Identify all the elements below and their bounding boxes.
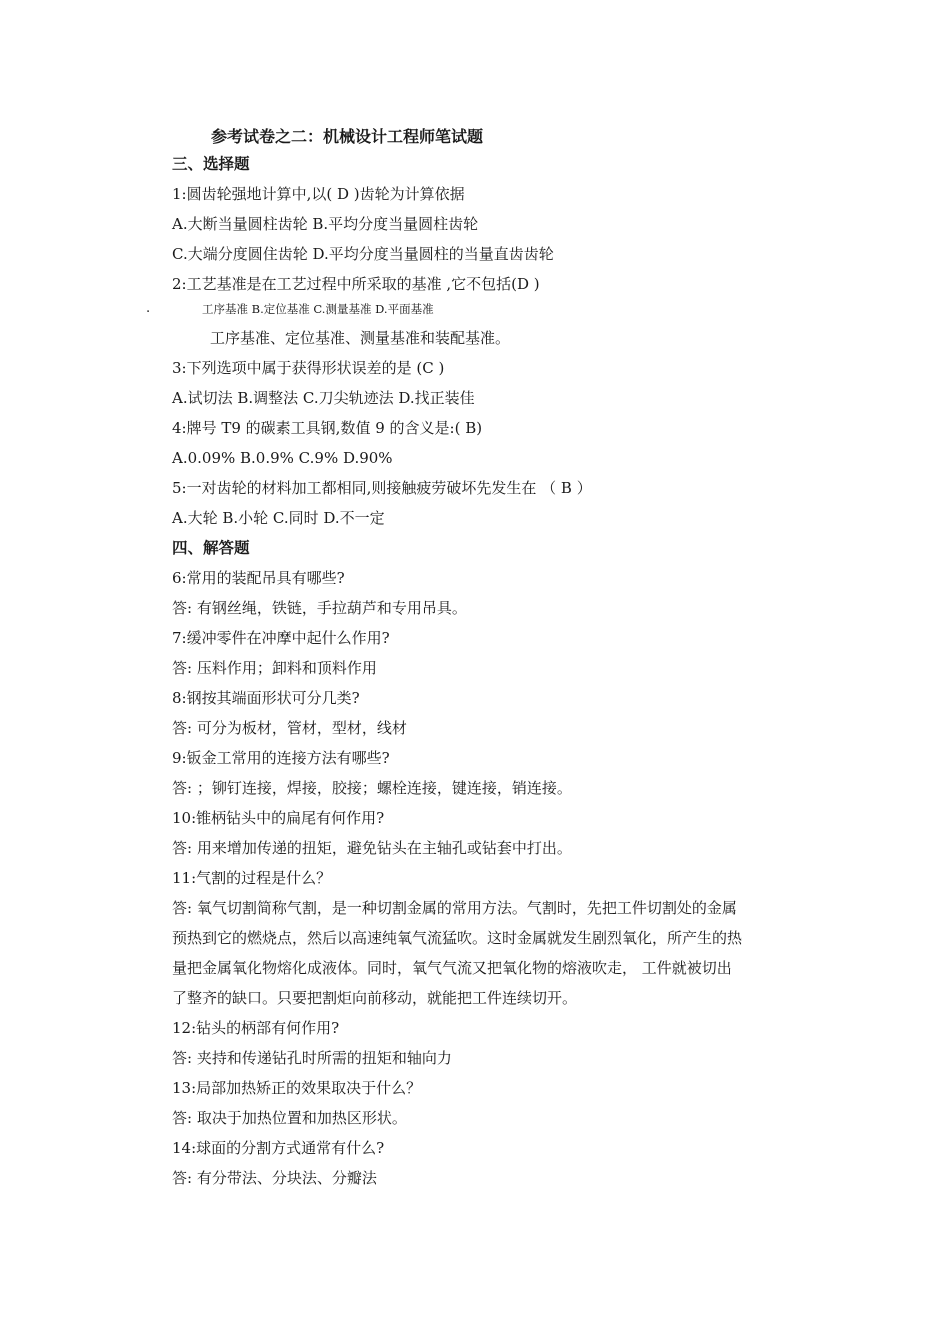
question-12: 12:钻头的柄部有何作用? [172,1019,340,1037]
question-9: 9:钣金工常用的连接方法有哪些? [172,749,390,767]
question-10: 10:锥柄钻头中的扁尾有何作用? [172,809,385,827]
answer-13: 答: 取决于加热位置和加热区形状。 [172,1109,407,1127]
page-title: 参考试卷之二：机械设计工程师笔试题 [211,127,484,146]
answer-6: 答: 有钢丝绳，铁链，手拉葫芦和专用吊具。 [172,599,467,617]
question-3-options: A.试切法 B.调整法 C.刀尖轨迹法 D.找正装佳 [172,389,475,407]
question-2-note: 工序基准、定位基准、测量基准和装配基准。 [210,329,511,347]
question-5: 5:一对齿轮的材料加工都相同,则接触疲劳破坏先发生在 （ B ） [172,479,592,497]
question-11: 11:气割的过程是什么？ [172,869,332,887]
question-7: 7:缓冲零件在冲摩中起什么作用? [172,629,390,647]
answer-12: 答: 夹持和传递钻孔时所需的扭矩和轴向力 [172,1049,452,1067]
bullet-dot: . [146,301,151,316]
answer-11-line-2: 预热到它的燃烧点，然后以高速纯氧气流猛吹。这时金属就发生剧烈氧化，所产生的热 [172,929,743,947]
question-2: 2:工艺基准是在工艺过程中所采取的基准 ,它不包括(D ) [172,275,540,293]
question-3: 3:下列选项中属于获得形状误差的是 (C ) [172,359,445,377]
question-4-options: A.0.09% B.0.9% C.9% D.90% [172,449,393,467]
question-14: 14:球面的分割方式通常有什么? [172,1139,385,1157]
question-4: 4:牌号 T9 的碳素工具钢,数值 9 的含义是:( B) [172,419,483,437]
answer-7: 答: 压料作用；卸料和顶料作用 [172,659,377,677]
question-6: 6:常用的装配吊具有哪些? [172,569,345,587]
section-heading-choice: 三、选择题 [172,154,250,173]
answer-10: 答: 用来增加传递的扭矩，避免钻头在主轴孔或钻套中打出。 [172,839,572,857]
question-5-options: A.大轮 B.小轮 C.同时 D.不一定 [172,509,385,527]
answer-11-line-1: 答: 氧气切割简称气割，是一种切割金属的常用方法。气割时，先把工件切割处的金属 [172,899,737,917]
answer-8: 答: 可分为板材，管材，型材，线材 [172,719,407,737]
section-heading-answers: 四、解答题 [172,538,250,557]
question-8: 8:钢按其端面形状可分几类? [172,689,360,707]
answer-11-line-4: 了整齐的缺口。只要把割炬向前移动，就能把工件连续切开。 [172,989,578,1007]
question-2-options: 工序基准 B.定位基准 C.测量基准 D.平面基准 [202,302,434,316]
answer-14: 答: 有分带法、分块法、分瓣法 [172,1169,377,1187]
question-13: 13:局部加热矫正的效果取决于什么？ [172,1079,422,1097]
answer-9: 答: ；铆钉连接，焊接，胶接；螺栓连接，键连接，销连接。 [172,779,572,797]
question-1-options-a: A.大断当量圆柱齿轮 B.平均分度当量圆柱齿轮 [172,215,479,233]
question-1-options-b: C.大端分度圆住齿轮 D.平均分度当量圆柱的当量直齿齿轮 [172,245,554,263]
question-1: 1:圆齿轮强地计算中,以( D )齿轮为计算依据 [172,185,465,203]
answer-11-line-3: 量把金属氧化物熔化成液体。同时，氧气气流又把氧化物的熔液吹走， 工件就被切出 [172,959,732,977]
